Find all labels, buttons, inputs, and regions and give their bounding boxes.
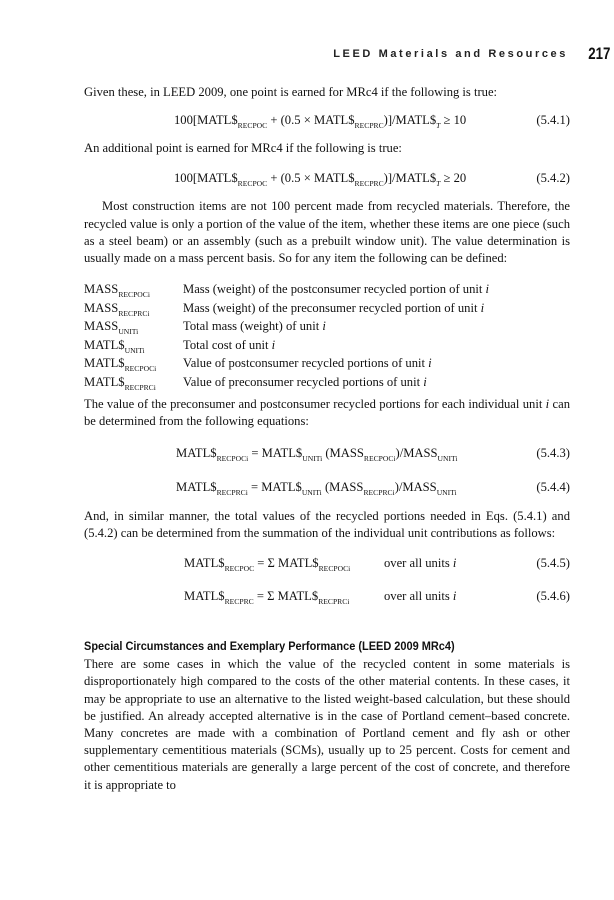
- definitions-list: [84, 281, 570, 392]
- page-body: [84, 84, 570, 794]
- equation-expression: $100[MATL\$_{RECPOC} + (0.5$ × $MATL\$_{RECPRC})]/MATL\$_T \ge 20$: [174, 171, 467, 189]
- paragraph-summation: And, in similar manner, the total values of the recycled portions needed in Eqs. (5.4.1) and (5.4.2) can be determined from the summation of the individual unit contributions as follows:: [84, 508, 570, 540]
- definition-row: [84, 355, 570, 374]
- equation-5-4-2: [84, 170, 570, 187]
- paragraph-unit-values: The value of the preconsumer and postconsumer recycled portions for each individual unit i can be determined from the following equations:: [84, 397, 570, 429]
- definition-description: Mass (weight) of the postconsumer recycled portion of unit i: [183, 282, 490, 297]
- equation-expression: $100[MATL\$_{RECPOC} + (0.5$ × $MATL\$_{RECPRC})]/MATL\$_T \ge 10$: [174, 113, 467, 131]
- paragraph-additional-point: An additional point is earned for MRc4 if the following is true:: [84, 141, 402, 156]
- equation-5-4-4: [84, 479, 570, 496]
- equation-expression: $MATL\$_{RECPRCi}$ = $MATL\$_{UNITi}$ $(MASS_{RECPRCi})/MASS_{UNITi}$: [176, 479, 457, 497]
- running-header: [0, 46, 614, 66]
- definition-description: Value of postconsumer recycled portions of unit i: [183, 356, 432, 371]
- definition-symbol: $MASS_{RECPRCi}$: [84, 300, 150, 318]
- paragraph-intro-mrc4: Given these, in LEED 2009, one point is earned for MRc4 if the following is true:: [84, 85, 498, 99]
- equation-5-4-6: [84, 588, 570, 605]
- definition-description: Total mass (weight) of unit i: [183, 319, 326, 334]
- definition-description: Value of preconsumer recycled portions of unit i: [183, 374, 427, 389]
- equation-number: (5.4.1): [536, 113, 570, 128]
- equation-number: (5.4.3): [536, 445, 570, 460]
- equation-expression: $MATL\$_{RECPRC} = \Sigma$ $MATL\$_{RECPRCi}$: [184, 589, 350, 607]
- definition-row: [84, 318, 570, 337]
- equation-5-4-5: [84, 555, 570, 572]
- section-heading: Special Circumstances and Exemplary Performance (LEED 2009 MRc4): [84, 639, 455, 654]
- definition-row: [84, 337, 570, 356]
- equation-number: (5.4.6): [536, 589, 570, 604]
- equation-number: (5.4.2): [536, 171, 570, 186]
- page-number: 217: [587, 44, 610, 63]
- equation-condition: over all units i: [384, 556, 457, 571]
- definition-symbol: $MASS_{RECPOCi}$: [84, 282, 150, 300]
- equation-5-4-1: [84, 112, 570, 129]
- definition-row: [84, 281, 570, 300]
- definition-symbol: $MATL\$_{RECPRCi}$: [84, 374, 156, 392]
- equation-number: (5.4.5): [536, 556, 570, 571]
- running-title: LEED Materials and Resources: [333, 48, 568, 60]
- equation-expression: $MATL\$_{RECPOC} = \Sigma$ $MATL\$_{RECPOCi}$: [184, 556, 351, 574]
- equation-number: (5.4.4): [536, 479, 570, 494]
- definition-symbol: $MASS_{UNITi}$: [84, 319, 139, 337]
- equation-condition: over all units i: [384, 589, 457, 604]
- definition-row: [84, 300, 570, 319]
- paragraph-recycled-value: Most construction items are not 100 percent made from recycled materials. Therefore, the recycled value is only a portion of the value of the item, whether these items are one piece (such as a steel beam) or an assembly (such as a prebuilt window unit). The value determination is usually made on a mass percent basis. So for any item the following can be defined:: [84, 199, 570, 266]
- equation-expression: $MATL\$_{RECPOCi}$ = $MATL\$_{UNITi}$ $(MASS_{RECPOCi})/MASS_{UNITi}$: [176, 445, 458, 463]
- definition-description: Mass (weight) of the preconsumer recycled portion of unit i: [183, 300, 485, 315]
- definition-description: Total cost of unit i: [183, 337, 276, 352]
- definition-row: [84, 374, 570, 393]
- equation-5-4-3: [84, 445, 570, 462]
- definition-symbol: $MATL\$_{RECPOCi}$: [84, 356, 157, 374]
- paragraph-special-circumstances: There are some cases in which the value of the recycled content in some materials is disproportionately high compared to the costs of the other material contents. In these cases, it may be appropriate to use an alternative to the listed weight-based calculation, but these should be justified. An already accepted alternative is in the case of Portland cement–based concrete. Many concretes are made with a combination of Portland cement and fly ash or other supplementary cementitious materials (SCMs), usually up to 25 percent. Costs for cement and other cementitious materials are generally a large percent of the cost of concrete, and therefore it is appropriate to: [84, 657, 570, 792]
- definition-symbol: $MATL\$_{UNITi}$: [84, 337, 145, 355]
